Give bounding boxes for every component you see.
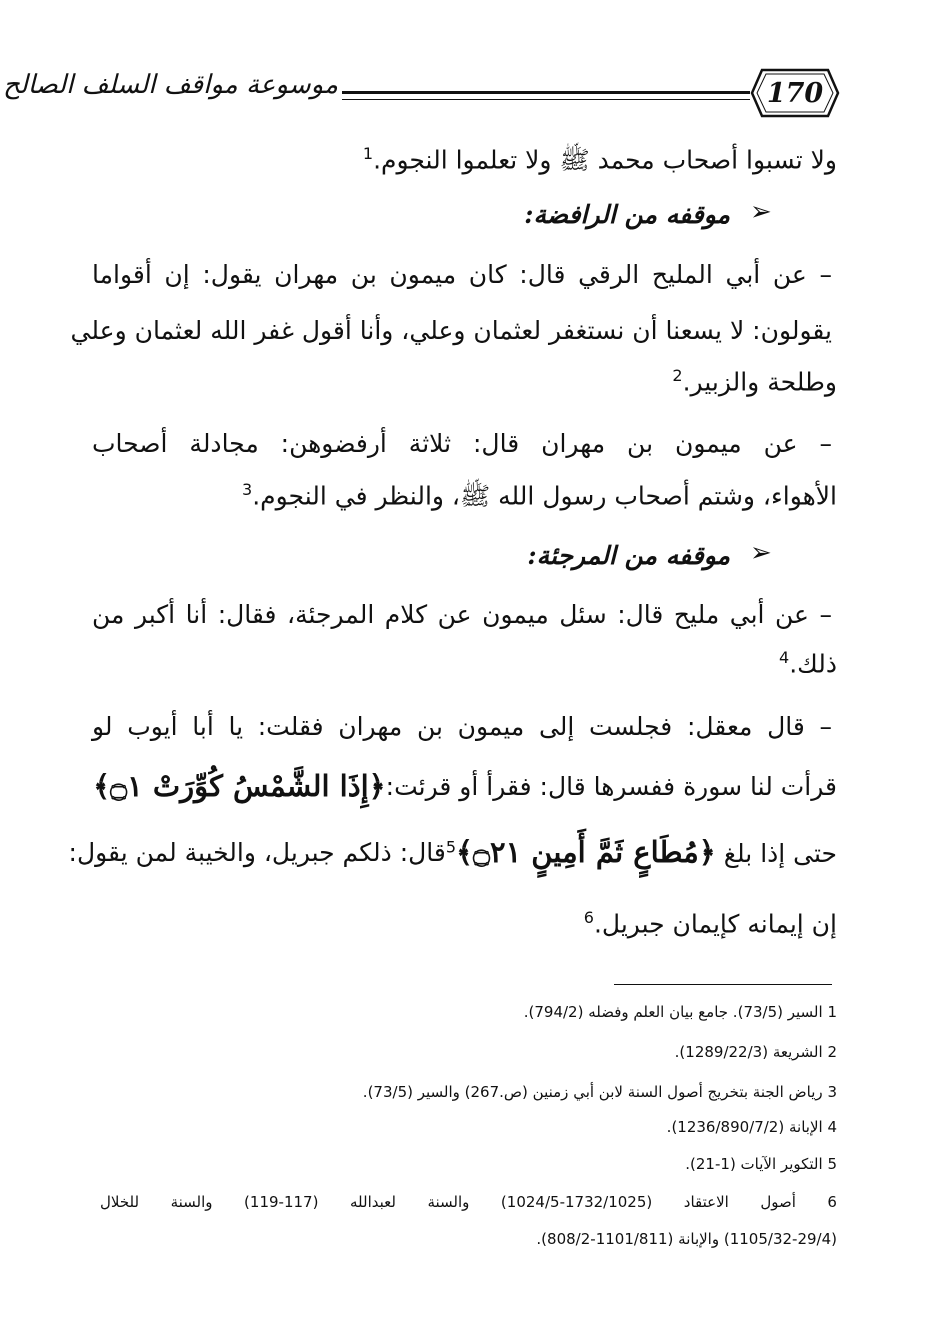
arrow-bullet-icon: ➢ [750,538,772,568]
text-line: وطلحة والزبير.$^2$ [672,366,837,397]
section-heading: موقفه من الرافضة: [524,200,730,229]
footnote-ref: 2 [672,366,683,385]
footnote: 3 رياض الجنة بتخريج أصول السنة لابن أبي زمنين (ص.267) والسير (73/5). [362,1083,837,1101]
text-line: إن إيمانه كإيمان جبريل.$^6$ [583,908,837,939]
footnote: 1 السير (73/5). جامع بيان العلم وفضله (794/2). [523,1003,837,1021]
footnote: 6 أصول الاعتقاد (1732/1025-1024/5) والسنة لعبدالله (117-119) والسنة للخلال [100,1193,837,1211]
footnote-ref: 6 [583,908,594,927]
text-segment: قرأت لنا سورة ففسرها قال: فقرأ أو قرئت: [385,772,837,801]
footnote: 4 الإبانة (1236/890/7/2). [666,1118,837,1136]
text-line: يقولون: لا يسعنا أن نستغفر لعثمان وعلي، وأنا أقول غفر الله لعثمان وعلي [70,316,832,345]
text-line [93,769,837,803]
footnote-ref: 5 [445,837,457,857]
footnote-divider [614,984,832,985]
footnote-ref: 4 [779,648,790,667]
text-segment: قال: ذلكم جبريل، والخيبة لمن يقول: [68,838,446,867]
text-line [68,835,837,869]
footnote: 2 الشريعة (1289/22/3). [674,1043,837,1061]
text-line: – قال معقل: فجلست إلى ميمون بن مهران فقلت: يا أبا أيوب لو [92,712,832,741]
text-line: ذلك.$^4$ [779,648,837,679]
text-line: – عن أبي المليح الرقي قال: كان ميمون بن مهران يقول: إن أقواما [92,260,832,289]
section-heading: موقفه من المرجئة: [527,541,730,570]
quran-verse: ﴿مُطَاعٍ ثَمَّ أَمِينٍ ۝٢١﴾ [456,835,716,869]
page-number-frame [750,66,840,120]
arrow-bullet-icon: ➢ [750,197,772,227]
footnote-ref: 1 [362,144,374,163]
text-line: – عن ميمون بن مهران قال: ثلاثة أرفضوهن: مجادلة أصحاب [92,429,832,458]
text-line: الأهواء، وشتم أصحاب رسول الله ﷺ، والنظر في النجوم.$^3$ [242,480,837,511]
text-line: ولا تسبوا أصحاب محمد ﷺ ولا تعلموا النجوم.$^1$ [362,144,837,175]
text-segment: حتى إذا بلغ ﴿مُطَاعٍ ثَمَّ أَمِينٍ ۝٢١﴾$^5$ [445,835,837,869]
footnote-continuation: (1105/32-29/4) والإبانة (1101/811-808/2). [536,1230,837,1248]
footnote: 5 التكوير الآيات (1-21). [685,1155,837,1173]
header-rule [342,91,750,100]
quran-verse: ﴿إِذَا الشَّمْسُ كُوِّرَتْ ۝١﴾ [93,769,386,803]
page-number: 170 [766,77,824,109]
footnote-ref: 3 [242,480,253,499]
page-header [3,60,840,130]
book-title: موسوعة مواقف السلف الصالح [3,70,338,100]
text-line: – عن أبي مليح قال: سئل ميمون عن كلام المرجئة، فقال: أنا أكبر من [92,600,832,629]
